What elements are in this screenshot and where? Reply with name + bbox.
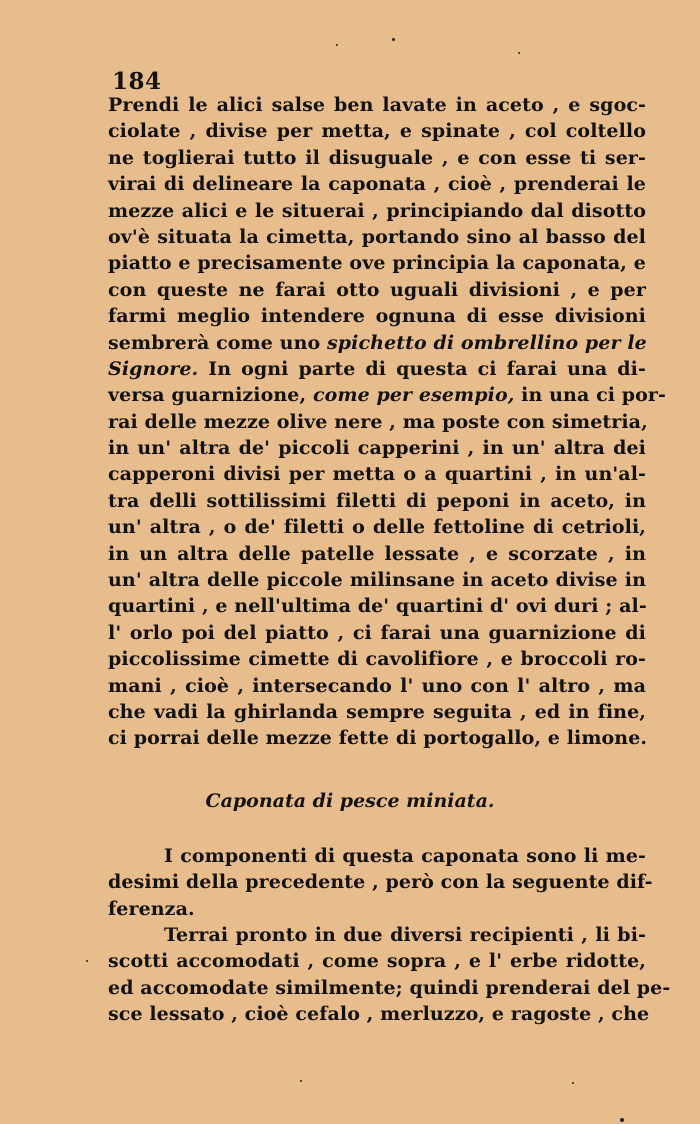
- text-line: [108, 356, 646, 382]
- text-line: mani , cioè , intersecando l' uno con l' altro , ma: [108, 674, 646, 697]
- text-line: rai delle mezze olive nere , ma poste con simetria,: [108, 410, 648, 433]
- italic-phrase: spichetto di ombrellino per le: [326, 331, 647, 354]
- text-line: sce lessato , cioè cefalo , merluzzo, e ragoste , che: [108, 1003, 650, 1026]
- text-line: mezze alici e le situerai , principiando dal disotto: [108, 199, 646, 222]
- text-line: [108, 330, 646, 356]
- text-line: un' altra , o de' filetti o delle fettoline di cetrioli,: [108, 516, 646, 539]
- paragraph-componenti: [108, 843, 653, 922]
- text-line: l' orlo poi del piatto , ci farai una guarnizione di: [108, 621, 646, 644]
- text-line: in un altra delle patelle lessate , e scorzate , in: [108, 542, 646, 565]
- ink-speck: [572, 1082, 574, 1084]
- text-line: I componenti di questa caponata sono li me-: [164, 845, 646, 867]
- text-line: ci porrai delle mezze fette di portogallo, e limone.: [108, 727, 648, 750]
- text-line: ferenza.: [108, 897, 195, 920]
- italic-phrase: come per esempio,: [312, 384, 515, 407]
- text-line: che vadi la ghirlanda sempre seguita , ed in fine,: [108, 700, 646, 723]
- ink-speck: [620, 1118, 624, 1122]
- text-segment: versa guarnizione,: [108, 384, 313, 407]
- text-line: un' altra delle piccole milinsane in aceto divise in: [108, 569, 646, 592]
- text-segment: in una ci por-: [514, 384, 667, 407]
- ink-speck: [518, 52, 520, 54]
- ink-speck: [392, 38, 395, 41]
- text-line: desimi della precedente , però con la seguente dif-: [108, 871, 653, 894]
- text-line: [108, 382, 667, 408]
- paragraph-alici: [108, 92, 667, 752]
- text-line: scotti accomodati , come sopra , e l' erbe ridotte,: [108, 950, 646, 973]
- text-line: piccolissime cimette di cavolifiore , e broccoli ro-: [108, 648, 646, 671]
- text-line: con queste ne farai otto uguali divisioni , e per: [108, 278, 646, 301]
- text-line: Prendi le alici salse ben lavate in aceto , e sgoc-: [108, 94, 646, 116]
- section-title: Caponata di pesce miniata.: [205, 790, 495, 812]
- ink-speck: [86, 960, 88, 962]
- text-segment: sembrerà come uno: [108, 331, 327, 354]
- text-line: ov'è situata la cimetta, portando sino al basso del: [108, 225, 646, 248]
- italic-phrase: Signore.: [108, 357, 199, 380]
- text-segment: In ogni parte di questa ci farai una di-: [198, 357, 646, 380]
- ink-speck: [336, 44, 338, 46]
- page-number: 184: [112, 68, 162, 95]
- text-line: Terrai pronto in due diversi recipienti , li bi-: [164, 924, 646, 946]
- text-line: capperoni divisi per metta o a quartini , in un'al-: [108, 463, 646, 486]
- text-line: piatto e precisamente ove principia la caponata, e: [108, 252, 646, 275]
- text-line: ciolate , divise per metta, e spinate , col coltello: [108, 120, 646, 143]
- text-line: quartini , e nell'ultima de' quartini d' ovi duri ; al-: [108, 595, 647, 618]
- text-line: farmi meglio intendere ognuna di esse divisioni: [108, 305, 646, 328]
- paragraph-terrai: [108, 922, 671, 1028]
- text-line: virai di delineare la caponata , cioè , prenderai le: [108, 173, 646, 196]
- text-line: tra delli sottilissimi filetti di peponi in aceto, in: [108, 489, 646, 512]
- ink-speck: [300, 1080, 302, 1082]
- text-line: ed accomodate similmente; quindi prenderai del pe-: [108, 976, 671, 999]
- text-line: in un' altra de' piccoli capperini , in un' altra dei: [108, 437, 646, 460]
- text-line: ne toglierai tutto il disuguale , e con esse ti ser-: [108, 146, 646, 169]
